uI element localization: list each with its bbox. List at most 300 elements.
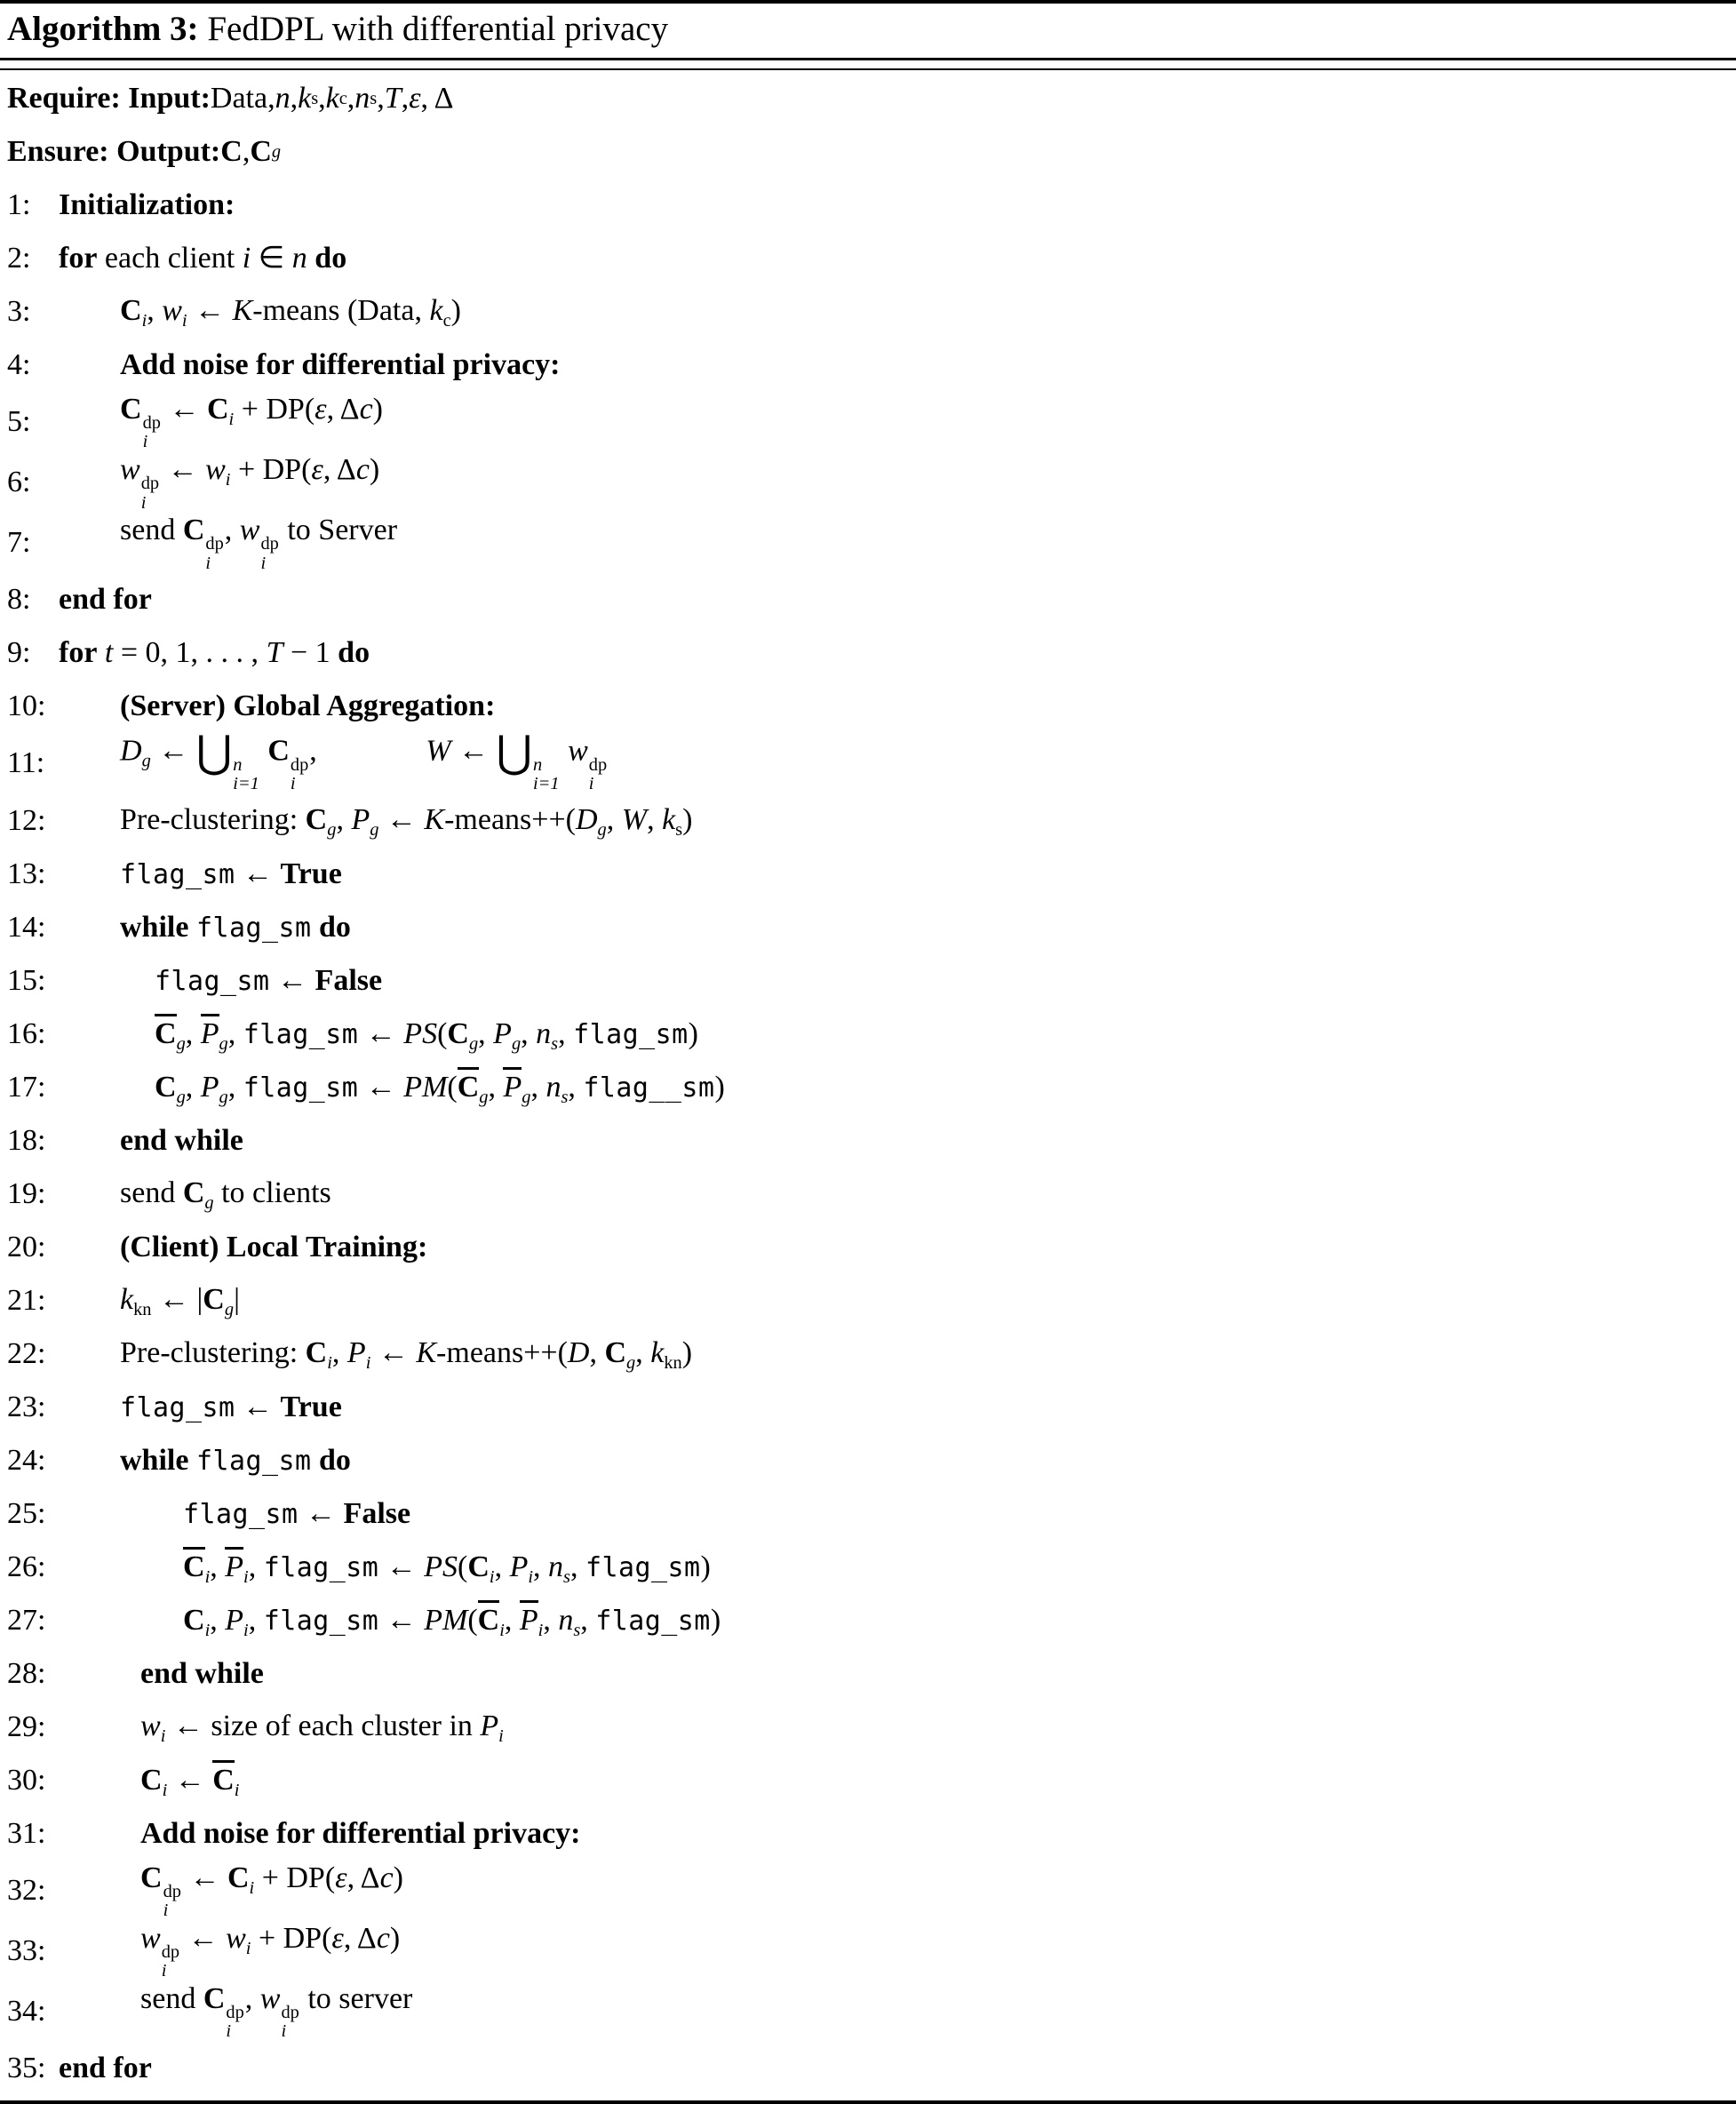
keyword-token: while — [120, 910, 189, 944]
subscript: g — [597, 820, 607, 841]
keyword-token: while — [120, 1443, 189, 1477]
keyword-token: C — [155, 1017, 177, 1051]
keyword-token: Ensure: Output: — [7, 135, 221, 169]
text-token — [188, 1444, 196, 1477]
text-token: , — [494, 1550, 510, 1584]
math-variable: c — [379, 1861, 394, 1894]
math-variable: n — [558, 1604, 574, 1638]
subscript: i — [225, 470, 231, 490]
math-variable: ε — [409, 82, 421, 116]
math-variable: P — [480, 1709, 499, 1742]
text-token: -means++( — [444, 802, 576, 836]
text-token: ← — [161, 392, 207, 426]
text-token: ← — [370, 1335, 417, 1369]
line-content — [59, 635, 370, 671]
subscript: i=1 — [233, 774, 259, 794]
math-variable: w — [205, 452, 226, 486]
keyword-token: C — [183, 1604, 205, 1638]
subscript: i — [160, 1726, 166, 1747]
algo-line-25 — [0, 1487, 1736, 1541]
line-number: 10: — [7, 689, 46, 722]
math-variable: K — [424, 802, 445, 836]
algo-line-15 — [0, 954, 1736, 1008]
math-variable: P — [503, 1071, 522, 1104]
keyword-token: do — [338, 635, 370, 669]
text-token: + DP( — [234, 392, 315, 426]
text-token: ← — [167, 1764, 213, 1797]
subscript: i — [234, 1781, 240, 1801]
text-token: , — [227, 1071, 243, 1104]
keyword-token: C — [203, 1981, 226, 2015]
subscript: s — [675, 820, 683, 841]
algo-line-11 — [0, 728, 1736, 794]
text-token: , — [606, 802, 622, 836]
text-token: = 0, 1, . . . , — [113, 635, 267, 669]
line-content — [59, 347, 561, 383]
subscript: s — [563, 1567, 570, 1588]
text-token: ← — [187, 294, 233, 328]
keyword-token: C — [267, 734, 290, 768]
algorithm-body — [0, 179, 1736, 2095]
text-token: , — [248, 1604, 264, 1638]
subscript: i=1 — [532, 774, 560, 794]
math-variable: t — [104, 635, 114, 669]
subscript: i — [281, 2021, 287, 2042]
math-variable: w — [259, 1981, 281, 2015]
text-token: , — [533, 1550, 549, 1584]
line-content — [59, 1816, 581, 1852]
keyword-token: C — [305, 802, 328, 836]
text-token: , — [224, 513, 240, 546]
code-token: flag_sm — [195, 912, 312, 944]
line-number: 21: — [7, 1283, 46, 1317]
text-token: , — [543, 1604, 559, 1638]
code-token: flag_sm — [263, 1552, 379, 1584]
text-token: ← — [298, 1496, 344, 1530]
math-variable: w — [226, 1921, 246, 1955]
superscript: dp — [290, 754, 309, 775]
line-number: 6: — [7, 465, 31, 498]
algo-line-30 — [0, 1754, 1736, 1807]
math-variable: w — [140, 1709, 161, 1742]
preamble — [0, 70, 1736, 179]
text-token: , — [331, 1335, 347, 1369]
text-token — [188, 911, 196, 944]
math-variable: ε — [311, 452, 323, 486]
superscript: n — [532, 754, 543, 775]
text-token: to server — [299, 1981, 413, 2015]
subscript: i — [163, 1901, 169, 1921]
superscript: dp — [281, 2003, 299, 2023]
line-number: 30: — [7, 1763, 46, 1797]
text-token: , — [488, 1071, 504, 1104]
keyword-token: C — [447, 1017, 469, 1051]
subscript: i — [243, 1621, 249, 1641]
text-token: ← — [358, 1071, 404, 1104]
subscript: i — [528, 1567, 534, 1588]
text-token: , — [248, 1550, 264, 1584]
text-token: ) — [393, 1861, 403, 1894]
subscript: i — [226, 2021, 232, 2042]
math-variable: T — [266, 635, 283, 669]
math-variable: PS — [403, 1017, 438, 1051]
sup-sub-stack — [163, 1883, 181, 1921]
keyword-token: C — [120, 392, 142, 426]
text-token: ) — [700, 1550, 711, 1584]
subscript: i — [140, 492, 147, 513]
math-variable: k — [325, 82, 339, 116]
line-content — [59, 1282, 240, 1319]
line-number: 20: — [7, 1230, 46, 1263]
line-content — [59, 1656, 264, 1692]
subscript: i — [538, 1621, 544, 1641]
subscript: i — [588, 774, 594, 794]
algo-line-8 — [0, 573, 1736, 626]
math-variable: P — [200, 1071, 219, 1104]
line-content — [59, 1981, 412, 2042]
algo-line-35 — [0, 2042, 1736, 2095]
text-token: ← — [180, 1921, 227, 1955]
sup-sub-stack — [281, 2004, 299, 2042]
text-token: ) — [710, 1604, 721, 1638]
keyword-token: do — [319, 910, 351, 944]
line-number: 11: — [7, 746, 45, 780]
math-variable: n — [354, 82, 370, 116]
line-content — [59, 1390, 342, 1425]
text-token: ( — [447, 1071, 458, 1104]
math-variable: D — [567, 1335, 590, 1369]
algo-line-34 — [0, 1981, 1736, 2042]
subscript: g — [370, 820, 379, 841]
subscript: g — [511, 1034, 522, 1055]
text-token — [561, 735, 569, 768]
text-token: , — [635, 1335, 651, 1369]
subscript: kn — [133, 1300, 152, 1320]
sup-sub-stack — [141, 474, 159, 513]
algo-line-10 — [0, 680, 1736, 733]
line-content — [59, 1014, 698, 1054]
text-token: , — [336, 802, 352, 836]
subscript: g — [479, 1088, 489, 1108]
line-content — [59, 513, 397, 573]
line-content — [59, 1547, 711, 1587]
subscript: i — [365, 1353, 371, 1374]
subscript: i — [228, 409, 235, 429]
text-token: , Δ — [323, 452, 356, 486]
text-token: , — [185, 1071, 201, 1104]
algorithm-title — [0, 4, 1736, 58]
ensure-line — [0, 125, 1736, 179]
keyword-token: C — [183, 1550, 205, 1584]
superscript: dp — [163, 1881, 181, 1901]
text-token: each client — [97, 241, 243, 275]
line-content — [59, 1123, 243, 1159]
line-number: 5: — [7, 404, 31, 438]
line-content — [59, 802, 692, 840]
overline-group — [212, 1760, 235, 1797]
text-token: to clients — [213, 1176, 331, 1209]
math-variable: k — [120, 1282, 134, 1316]
math-variable: k — [429, 294, 443, 328]
code-token: flag_sm — [243, 1072, 359, 1104]
text-token — [97, 636, 105, 669]
subscript: g — [626, 1353, 636, 1374]
algo-line-13 — [0, 848, 1736, 901]
code-token: flag_sm — [585, 1552, 701, 1584]
line-content — [59, 857, 342, 892]
keyword-token: C — [182, 513, 205, 546]
superscript: dp — [161, 1941, 180, 1962]
math-variable: W — [621, 802, 648, 836]
keyword-token: Require: Input: — [7, 82, 211, 116]
text-token: ← — [269, 963, 315, 997]
keyword-token: for — [59, 241, 98, 275]
subscript: i — [499, 1621, 505, 1641]
text-token: Data, — [210, 82, 275, 116]
text-token: , Δ — [326, 392, 360, 426]
text-token: , — [568, 1071, 584, 1104]
text-token: ) — [450, 294, 461, 328]
subscript: g — [271, 141, 282, 162]
text-token: ← — [235, 1390, 281, 1423]
superscript: dp — [260, 534, 279, 554]
math-variable: ε — [331, 1921, 344, 1955]
subscript: i — [498, 1726, 504, 1747]
sup-sub-stack — [162, 1943, 179, 1981]
subscript: i — [142, 432, 148, 452]
math-variable: k — [650, 1335, 665, 1369]
subscript: i — [327, 1353, 332, 1374]
line-content — [59, 452, 379, 513]
text-token: ) — [369, 452, 380, 486]
text-token: ← size of each cluster in — [165, 1709, 481, 1742]
algo-line-1 — [0, 179, 1736, 232]
text-token: , Δ — [343, 1921, 377, 1955]
superscript: dp — [226, 2003, 244, 2023]
text-token: ← — [378, 802, 425, 836]
keyword-token: True — [280, 1390, 342, 1423]
math-variable: k — [662, 802, 676, 836]
text-token: , — [580, 1604, 596, 1638]
text-token: , — [318, 82, 326, 116]
math-variable: T — [384, 82, 402, 116]
text-token: ← — [358, 1017, 404, 1051]
math-variable: P — [200, 1017, 219, 1051]
line-number: 23: — [7, 1390, 46, 1423]
keyword-token: do — [319, 1443, 351, 1477]
math-variable: n — [275, 82, 291, 116]
line-number: 32: — [7, 1873, 46, 1907]
algo-line-18 — [0, 1114, 1736, 1168]
keyword-token: True — [280, 857, 342, 890]
subscript: g — [468, 1034, 479, 1055]
line-number: 3: — [7, 294, 31, 328]
line-number: 14: — [7, 910, 46, 944]
text-token: Pre-clustering: — [120, 802, 306, 836]
sup-sub-stack — [233, 756, 259, 794]
text-token: -means (Data, — [252, 294, 430, 328]
keyword-token: C — [467, 1550, 490, 1584]
overline-group — [503, 1067, 522, 1104]
keyword-token: C — [140, 1861, 163, 1894]
code-token: flag_sm — [120, 858, 235, 890]
subscript: i — [290, 774, 296, 794]
line-number: 15: — [7, 963, 46, 997]
sup-sub-stack — [143, 414, 161, 452]
keyword-token: C — [182, 1176, 205, 1209]
line-content — [59, 392, 383, 452]
line-number: 13: — [7, 857, 46, 890]
sup-sub-stack — [205, 535, 223, 573]
keyword-token: C — [155, 1071, 177, 1104]
superscript: dp — [140, 474, 160, 494]
algo-line-29 — [0, 1701, 1736, 1754]
text-token: , Δ — [420, 82, 454, 116]
sup-sub-stack — [226, 2004, 243, 2042]
text-token: , — [558, 1017, 574, 1051]
text-token: , — [227, 1017, 243, 1051]
algo-line-33 — [0, 1921, 1736, 1981]
line-number: 17: — [7, 1070, 46, 1104]
subscript: g — [176, 1088, 186, 1108]
math-variable: D — [120, 734, 142, 768]
subscript: i — [181, 311, 187, 331]
keyword-token: Initialization: — [59, 187, 235, 221]
text-token: , — [244, 1981, 260, 2015]
text-token: , — [504, 1604, 520, 1638]
text-token: send — [120, 513, 183, 546]
line-content — [59, 1230, 427, 1265]
code-token: flag_sm — [595, 1606, 711, 1638]
line-number: 28: — [7, 1656, 46, 1690]
math-variable: ε — [315, 392, 327, 426]
math-variable: n — [291, 241, 307, 275]
overline-group — [225, 1547, 243, 1583]
algo-line-21 — [0, 1274, 1736, 1327]
text-token: , — [530, 1071, 546, 1104]
keyword-token: C — [604, 1335, 627, 1369]
line-content — [59, 1600, 721, 1640]
line-number: 27: — [7, 1603, 46, 1637]
math-variable: K — [232, 294, 253, 328]
line-content — [59, 1496, 410, 1532]
text-token: | — [234, 1282, 240, 1316]
code-token: flag_sm — [573, 1019, 689, 1051]
line-number: 12: — [7, 803, 46, 837]
subscript: i — [204, 1621, 211, 1641]
text-token: , — [185, 1017, 201, 1051]
keyword-token: (Client) Local Training: — [120, 1230, 428, 1263]
subscript: c — [338, 88, 347, 108]
line-content — [59, 1861, 403, 1921]
text-token: , — [478, 1017, 494, 1051]
text-token: ← | — [151, 1282, 203, 1316]
keyword-token: C — [120, 294, 142, 328]
subscript: i — [204, 1567, 211, 1588]
line-number: 22: — [7, 1336, 46, 1370]
algo-line-23 — [0, 1381, 1736, 1434]
keyword-token: end while — [140, 1656, 264, 1690]
text-token: ← — [150, 734, 196, 768]
math-variable: w — [239, 513, 260, 546]
text-token: ) — [714, 1071, 725, 1104]
line-content — [59, 241, 346, 276]
text-token: , — [401, 82, 410, 116]
subscript: i — [249, 1877, 255, 1898]
text-token: , — [346, 82, 355, 116]
line-number: 2: — [7, 241, 31, 275]
keyword-token: C — [477, 1604, 500, 1638]
math-variable: w — [120, 452, 140, 486]
text-token: ← — [378, 1550, 425, 1584]
line-number: 18: — [7, 1123, 46, 1157]
text-token: + DP( — [251, 1921, 332, 1955]
algo-line-5 — [0, 392, 1736, 452]
text-token: ← — [450, 734, 497, 768]
line-content — [59, 293, 461, 331]
algo-line-14 — [0, 901, 1736, 954]
union-operator-icon: ⋃ — [496, 728, 532, 777]
line-content — [59, 1709, 504, 1746]
algo-line-2 — [0, 232, 1736, 285]
subscript: g — [204, 1193, 214, 1214]
subscript: i — [162, 1781, 168, 1801]
text-token: , — [589, 1335, 605, 1369]
algo-line-16 — [0, 1008, 1736, 1061]
text-token: , — [647, 802, 663, 836]
line-content — [59, 728, 608, 794]
subscript: g — [219, 1034, 228, 1055]
line-content — [59, 187, 235, 223]
text-token: , — [521, 1017, 537, 1051]
subscript: i — [243, 1567, 249, 1588]
line-number: 8: — [7, 582, 31, 616]
algo-line-24 — [0, 1434, 1736, 1487]
text-token: ← — [235, 857, 281, 890]
math-variable: n — [545, 1071, 561, 1104]
line-content — [59, 582, 152, 618]
math-variable: PS — [424, 1550, 458, 1584]
superscript: dp — [142, 413, 161, 434]
line-number: 34: — [7, 1994, 46, 2028]
superscript: dp — [205, 534, 224, 554]
superscript: dp — [588, 754, 608, 775]
text-token: ( — [467, 1604, 478, 1638]
text-token: , — [309, 734, 317, 768]
subscript: s — [561, 1088, 569, 1108]
math-variable: k — [298, 82, 312, 116]
line-number: 16: — [7, 1016, 46, 1050]
math-variable: P — [346, 1335, 366, 1369]
algo-line-22 — [0, 1327, 1736, 1381]
subscript: s — [311, 88, 319, 108]
keyword-token: Add noise for differential privacy: — [120, 347, 561, 381]
algo-line-7 — [0, 513, 1736, 573]
keyword-token: C — [227, 1861, 250, 1894]
text-token: ∈ — [251, 241, 292, 275]
text-token: Pre-clustering: — [120, 1335, 306, 1369]
math-variable: P — [225, 1550, 244, 1584]
keyword-token: C — [203, 1282, 225, 1316]
subscript: i — [141, 311, 147, 331]
text-token: + DP( — [230, 452, 312, 486]
text-token: ← — [378, 1604, 425, 1638]
sup-sub-stack — [533, 756, 560, 794]
keyword-token: end for — [59, 2051, 152, 2084]
keyword-token: (Server) Global Aggregation: — [120, 689, 496, 722]
subscript: i — [260, 553, 267, 573]
text-token: , — [377, 82, 385, 116]
